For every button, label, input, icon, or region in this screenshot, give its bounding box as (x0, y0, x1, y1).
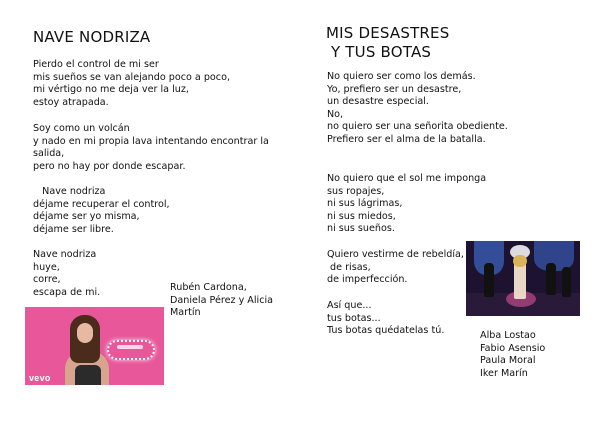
singer-top (75, 365, 101, 385)
vevo-logo: vevo (29, 373, 51, 383)
band-member (484, 263, 494, 297)
band-concert-photo (466, 241, 580, 316)
author-name: Fabio Asensio (480, 342, 546, 354)
author-name: Martín (170, 307, 201, 319)
poem-line: estoy atrapada. (33, 96, 109, 108)
right-stanza-2 (327, 173, 486, 236)
poem-line: déjame recuperar el control, (33, 198, 170, 210)
poem-line: ni sus sueños. (327, 223, 395, 235)
title-line: MIS DESASTRES (326, 24, 450, 42)
poem-line: escapa de mi. (33, 286, 101, 298)
band-member (546, 263, 556, 295)
poem-line: ni sus miedos, (327, 210, 396, 222)
poem-line: no quiero ser una señorita obediente. (327, 121, 508, 133)
poem-line: sus ropajes, (327, 185, 385, 197)
band-member (562, 267, 571, 297)
author-name: Iker Marín (480, 367, 528, 379)
poem-line: Quiero vestirme de rebeldía, (327, 249, 464, 260)
poem-line: de risas, (327, 261, 371, 273)
singer-face (77, 323, 93, 343)
neon-sign-text (117, 345, 143, 349)
right-authors (480, 330, 545, 380)
poem-line: mi vértigo no me deja ver la luz, (33, 84, 189, 96)
poem-line: Yo, prefiero ser un desastre, (327, 83, 462, 95)
left-authors (170, 282, 273, 320)
poem-line: ni sus lágrimas, (327, 198, 403, 210)
poem-line: y nado en mi propia lava intentando encontrar la (33, 135, 269, 147)
left-stanza-2 (33, 123, 269, 173)
poem-line: Nave nodriza (33, 186, 106, 197)
poem-title-nave-nodriza: NAVE NODRIZA (33, 28, 151, 46)
right-stanza-4 (327, 300, 444, 338)
left-stanza-3 (33, 186, 170, 236)
title-line: Y TUS BOTAS (326, 43, 432, 61)
poem-line: Prefiero ser el alma de la batalla. (327, 133, 486, 145)
author-name: Daniela Pérez y Alicia (170, 294, 274, 306)
poem-line: Tus botas quédatelas tú. (327, 325, 445, 337)
poem-line: huye, (33, 261, 60, 273)
poem-line: de imperfección. (327, 274, 408, 286)
poem-line: un desastre especial. (327, 96, 429, 108)
poem-line: mis sueños se van alejando poco a poco, (33, 71, 230, 83)
poem-line: déjame ser yo misma, (33, 211, 140, 223)
poem-line: tus botas... (327, 312, 381, 324)
poem-line: corre, (33, 274, 61, 286)
music-video-photo (25, 307, 164, 385)
poem-line: salida, (33, 148, 65, 160)
poem-line: No quiero ser como los demás. (327, 71, 476, 82)
poem-line: Pierdo el control de mi ser (33, 59, 159, 70)
neon-sign (107, 340, 155, 360)
poem-title-mis-desastres (326, 24, 449, 62)
right-stanza-1 (327, 71, 508, 147)
poem-line: Así que... (327, 300, 372, 311)
poem-line: déjame ser libre. (33, 223, 114, 235)
poem-line: Nave nodriza (33, 249, 97, 260)
author-name: Rubén Cardona, (170, 282, 247, 293)
author-name: Paula Moral (480, 355, 536, 367)
left-stanza-4 (33, 249, 100, 299)
author-name: Alba Lostao (480, 330, 536, 341)
poem-line: No quiero que el sol me imponga (327, 173, 487, 184)
right-stanza-3 (327, 249, 464, 287)
lead-singer-hair (513, 255, 527, 267)
poem-line: pero no hay por donde escapar. (33, 160, 186, 172)
poem-line: Soy como un volcán (33, 123, 130, 134)
left-stanza-1 (33, 59, 230, 109)
poem-line: No, (327, 108, 344, 120)
